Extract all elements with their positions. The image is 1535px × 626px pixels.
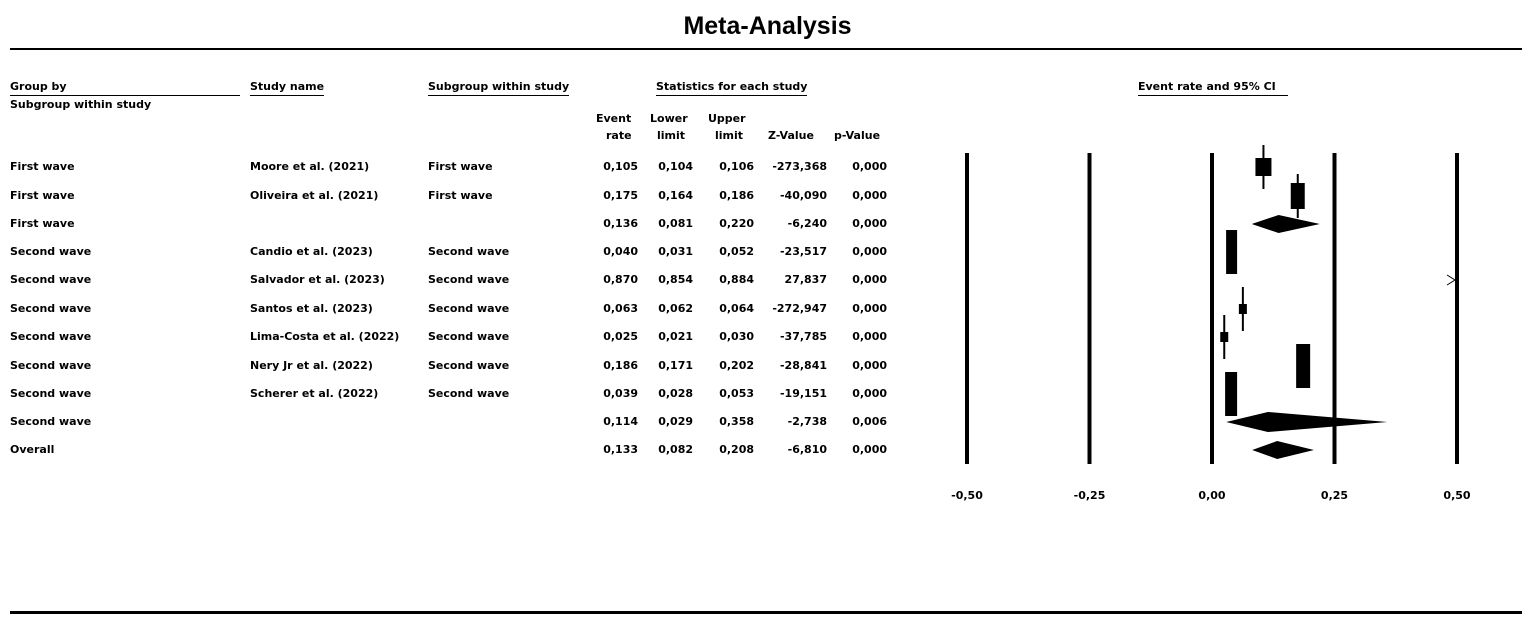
summary-diamond — [1226, 412, 1387, 432]
cell-lower: 0,164 — [658, 189, 693, 202]
tick-label: -0,50 — [951, 489, 983, 502]
cell-study: Scherer et al. (2022) — [250, 387, 379, 400]
cell-upper: 0,208 — [719, 443, 754, 456]
cell-p: 0,006 — [852, 415, 887, 428]
cell-p: 0,000 — [852, 217, 887, 230]
study-marker — [1226, 230, 1237, 274]
cell-upper: 0,053 — [719, 387, 754, 400]
header-p-value: p-Value — [834, 129, 881, 142]
cell-group: Overall — [10, 443, 55, 456]
cell-p: 0,000 — [852, 189, 887, 202]
cell-group: Second wave — [10, 387, 92, 400]
cell-rate: 0,040 — [603, 245, 638, 258]
cell-rate: 0,133 — [603, 443, 638, 456]
cell-rate: 0,136 — [603, 217, 638, 230]
cell-lower: 0,854 — [658, 273, 693, 286]
cell-lower: 0,031 — [658, 245, 693, 258]
cell-upper: 0,186 — [719, 189, 754, 202]
cell-upper: 0,202 — [719, 359, 754, 372]
cell-group: First wave — [10, 217, 75, 230]
cell-group: Second wave — [10, 359, 92, 372]
header-lower-1: Lower — [650, 112, 688, 125]
cell-lower: 0,029 — [658, 415, 693, 428]
header-upper-2: limit — [715, 129, 744, 142]
study-marker — [1239, 304, 1247, 314]
cell-subgroup: Second wave — [428, 245, 510, 258]
cell-z: -28,841 — [779, 359, 827, 372]
cell-p: 0,000 — [852, 359, 887, 372]
cell-study: Candio et al. (2023) — [250, 245, 373, 258]
cell-z: -23,517 — [779, 245, 827, 258]
cell-p: 0,000 — [852, 245, 887, 258]
cell-z: -2,738 — [787, 415, 827, 428]
cell-lower: 0,062 — [658, 302, 693, 315]
header-statistics: Statistics for each study — [656, 80, 807, 96]
cell-upper: 0,064 — [719, 302, 754, 315]
cell-z: -19,151 — [779, 387, 827, 400]
cell-rate: 0,186 — [603, 359, 638, 372]
study-marker — [1255, 158, 1271, 176]
cell-upper: 0,052 — [719, 245, 754, 258]
tick-label: 0,00 — [1198, 489, 1226, 502]
cell-rate: 0,870 — [603, 273, 638, 286]
header-event-rate-1: Event — [596, 112, 632, 125]
header-plot-title: Event rate and 95% CI — [1138, 80, 1288, 96]
cell-z: -6,240 — [787, 217, 827, 230]
cell-subgroup: Second wave — [428, 387, 510, 400]
out-of-range-arrow — [1447, 275, 1455, 285]
header-event-rate-2: rate — [606, 129, 632, 142]
header-subgroup: Subgroup within study — [428, 80, 569, 96]
cell-z: 27,837 — [784, 273, 827, 286]
cell-study: Salvador et al. (2023) — [250, 273, 385, 286]
cell-lower: 0,082 — [658, 443, 693, 456]
tick-label: -0,25 — [1073, 489, 1106, 502]
cell-lower: 0,021 — [658, 330, 693, 343]
cell-p: 0,000 — [852, 387, 887, 400]
cell-study: Moore et al. (2021) — [250, 160, 370, 173]
cell-rate: 0,039 — [603, 387, 638, 400]
cell-upper: 0,220 — [719, 217, 754, 230]
cell-group: First wave — [10, 189, 75, 202]
cell-upper: 0,030 — [719, 330, 754, 343]
tick-label: 0,25 — [1320, 489, 1349, 502]
cell-subgroup: Second wave — [428, 359, 510, 372]
summary-diamond — [1252, 441, 1314, 459]
cell-group: Second wave — [10, 302, 92, 315]
cell-upper: 0,884 — [719, 273, 754, 286]
header-z-value: Z-Value — [768, 129, 814, 142]
header-lower-2: limit — [657, 129, 686, 142]
cell-lower: 0,081 — [658, 217, 693, 230]
study-marker — [1225, 372, 1237, 416]
cell-subgroup: Second wave — [428, 330, 510, 343]
cell-z: -272,947 — [772, 302, 827, 315]
header-group-by: Group by — [10, 80, 240, 96]
cell-study: Oliveira et al. (2021) — [250, 189, 379, 202]
study-marker — [1296, 344, 1310, 388]
cell-upper: 0,106 — [719, 160, 754, 173]
cell-group: Second wave — [10, 415, 92, 428]
cell-study: Lima-Costa et al. (2022) — [250, 330, 400, 343]
cell-lower: 0,104 — [658, 160, 693, 173]
cell-p: 0,000 — [852, 302, 887, 315]
cell-study: Santos et al. (2023) — [250, 302, 373, 315]
cell-lower: 0,028 — [658, 387, 693, 400]
cell-rate: 0,114 — [603, 415, 638, 428]
chart-title: Meta-Analysis — [683, 12, 852, 40]
cell-p: 0,000 — [852, 273, 887, 286]
cell-subgroup: Second wave — [428, 302, 510, 315]
cell-study: Nery Jr et al. (2022) — [250, 359, 373, 372]
cell-rate: 0,063 — [603, 302, 638, 315]
cell-z: -6,810 — [787, 443, 827, 456]
cell-rate: 0,105 — [603, 160, 638, 173]
cell-group: First wave — [10, 160, 75, 173]
cell-p: 0,000 — [852, 443, 887, 456]
summary-diamond — [1252, 215, 1320, 233]
cell-p: 0,000 — [852, 160, 887, 173]
cell-rate: 0,025 — [603, 330, 638, 343]
header-group-by-sub: Subgroup within study — [10, 98, 152, 111]
cell-subgroup: Second wave — [428, 273, 510, 286]
cell-z: -40,090 — [779, 189, 827, 202]
tick-label: 0,50 — [1443, 489, 1471, 502]
cell-group: Second wave — [10, 273, 92, 286]
header-upper-1: Upper — [708, 112, 746, 125]
study-marker — [1220, 332, 1228, 342]
cell-z: -37,785 — [779, 330, 827, 343]
cell-subgroup: First wave — [428, 160, 493, 173]
cell-upper: 0,358 — [719, 415, 754, 428]
cell-z: -273,368 — [772, 160, 827, 173]
cell-subgroup: First wave — [428, 189, 493, 202]
study-marker — [1291, 183, 1305, 209]
cell-p: 0,000 — [852, 330, 887, 343]
cell-rate: 0,175 — [603, 189, 638, 202]
header-study-name: Study name — [250, 80, 324, 96]
cell-group: Second wave — [10, 330, 92, 343]
cell-group: Second wave — [10, 245, 92, 258]
cell-lower: 0,171 — [658, 359, 693, 372]
